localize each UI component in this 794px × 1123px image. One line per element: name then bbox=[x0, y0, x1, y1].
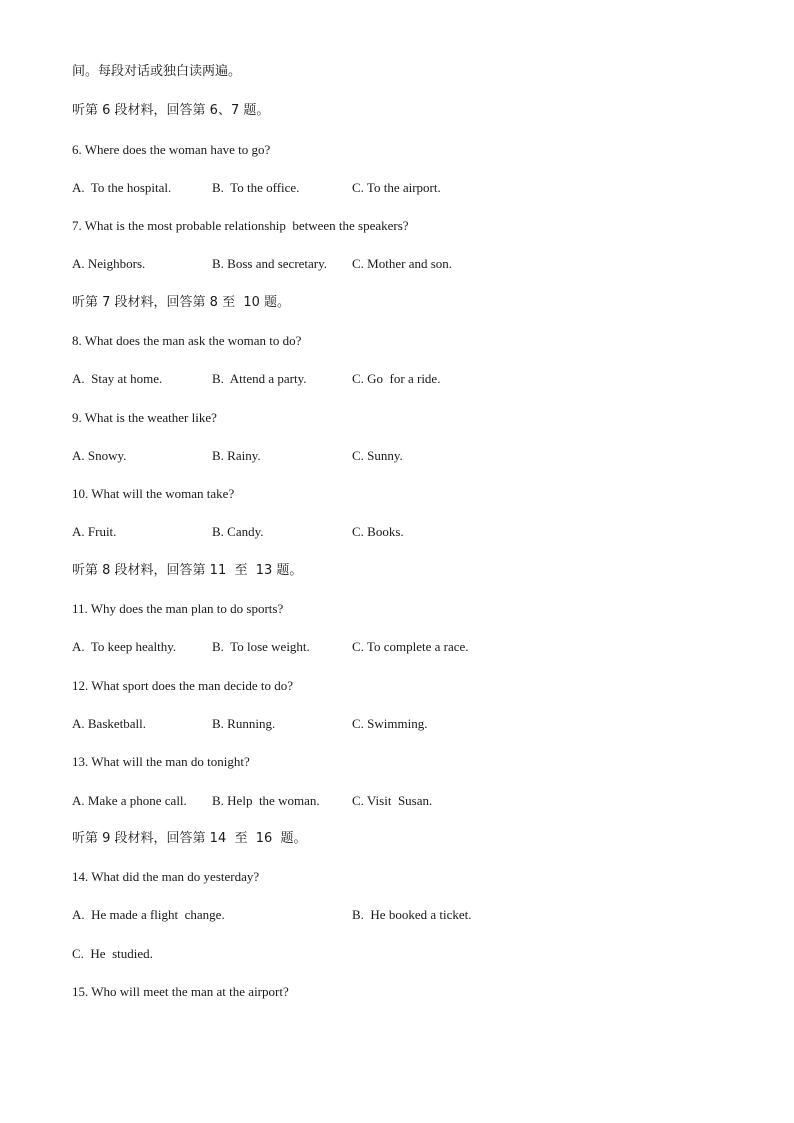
question-13: 13. What will the man do tonight? bbox=[72, 754, 250, 769]
q11-option-c: C. To complete a race. bbox=[352, 639, 469, 654]
question-8: 8. What does the man ask the woman to do? bbox=[72, 333, 302, 348]
q12-option-c: C. Swimming. bbox=[352, 716, 428, 731]
question-12: 12. What sport does the man decide to do? bbox=[72, 678, 294, 693]
instruction-text: 间。每段对话或独白读两遍。 bbox=[72, 64, 242, 79]
q10-option-c: C. Books. bbox=[352, 524, 404, 539]
q8-option-b: B. Attend a party. bbox=[212, 371, 307, 386]
question-6: 6. Where does the woman have to go? bbox=[72, 142, 271, 157]
q14-option-c: C. He studied. bbox=[72, 946, 153, 961]
question-15: 15. Who will meet the man at the airport? bbox=[72, 984, 289, 999]
q6-option-a: A. To the hospital. bbox=[72, 180, 172, 195]
q7-option-a: A. Neighbors. bbox=[72, 256, 146, 271]
q10-option-b: B. Candy. bbox=[212, 524, 264, 539]
section-header-7: 听第 7 段材料，回答第 8 至 10 题。 bbox=[72, 295, 291, 310]
q6-option-b: B. To the office. bbox=[212, 180, 300, 195]
q9-option-c: C. Sunny. bbox=[352, 448, 403, 463]
section-header-6: 听第 6 段材料，回答第 6、7 题。 bbox=[72, 103, 270, 118]
q7-option-c: C. Mother and son. bbox=[352, 256, 453, 271]
question-10: 10. What will the woman take? bbox=[72, 486, 235, 501]
question-7: 7. What is the most probable relationship between the speakers? bbox=[72, 218, 409, 233]
q9-option-a: A. Snowy. bbox=[72, 448, 127, 463]
q12-option-b: B. Running. bbox=[212, 716, 276, 731]
q10-option-a: A. Fruit. bbox=[72, 524, 117, 539]
q11-option-b: B. To lose weight. bbox=[212, 639, 310, 654]
q7-option-b: B. Boss and secretary. bbox=[212, 256, 328, 271]
q13-option-a: A. Make a phone call. bbox=[72, 793, 187, 808]
q8-option-a: A. Stay at home. bbox=[72, 371, 163, 386]
question-14: 14. What did the man do yesterday? bbox=[72, 869, 260, 884]
q8-option-c: C. Go for a ride. bbox=[352, 371, 441, 386]
q6-option-c: C. To the airport. bbox=[352, 180, 441, 195]
q9-option-b: B. Rainy. bbox=[212, 448, 261, 463]
q13-option-c: C. Visit Susan. bbox=[352, 793, 433, 808]
q13-option-b: B. Help the woman. bbox=[212, 793, 320, 808]
section-header-9: 听第 9 段材料，回答第 14 至 16 题。 bbox=[72, 831, 307, 846]
q14-option-b: B. He booked a ticket. bbox=[352, 907, 472, 922]
section-header-8: 听第 8 段材料，回答第 11 至 13 题。 bbox=[72, 563, 303, 578]
question-9: 9. What is the weather like? bbox=[72, 410, 217, 425]
q11-option-a: A. To keep healthy. bbox=[72, 639, 177, 654]
q14-option-a: A. He made a flight change. bbox=[72, 907, 225, 922]
q12-option-a: A. Basketball. bbox=[72, 716, 147, 731]
question-11: 11. Why does the man plan to do sports? bbox=[72, 601, 284, 616]
